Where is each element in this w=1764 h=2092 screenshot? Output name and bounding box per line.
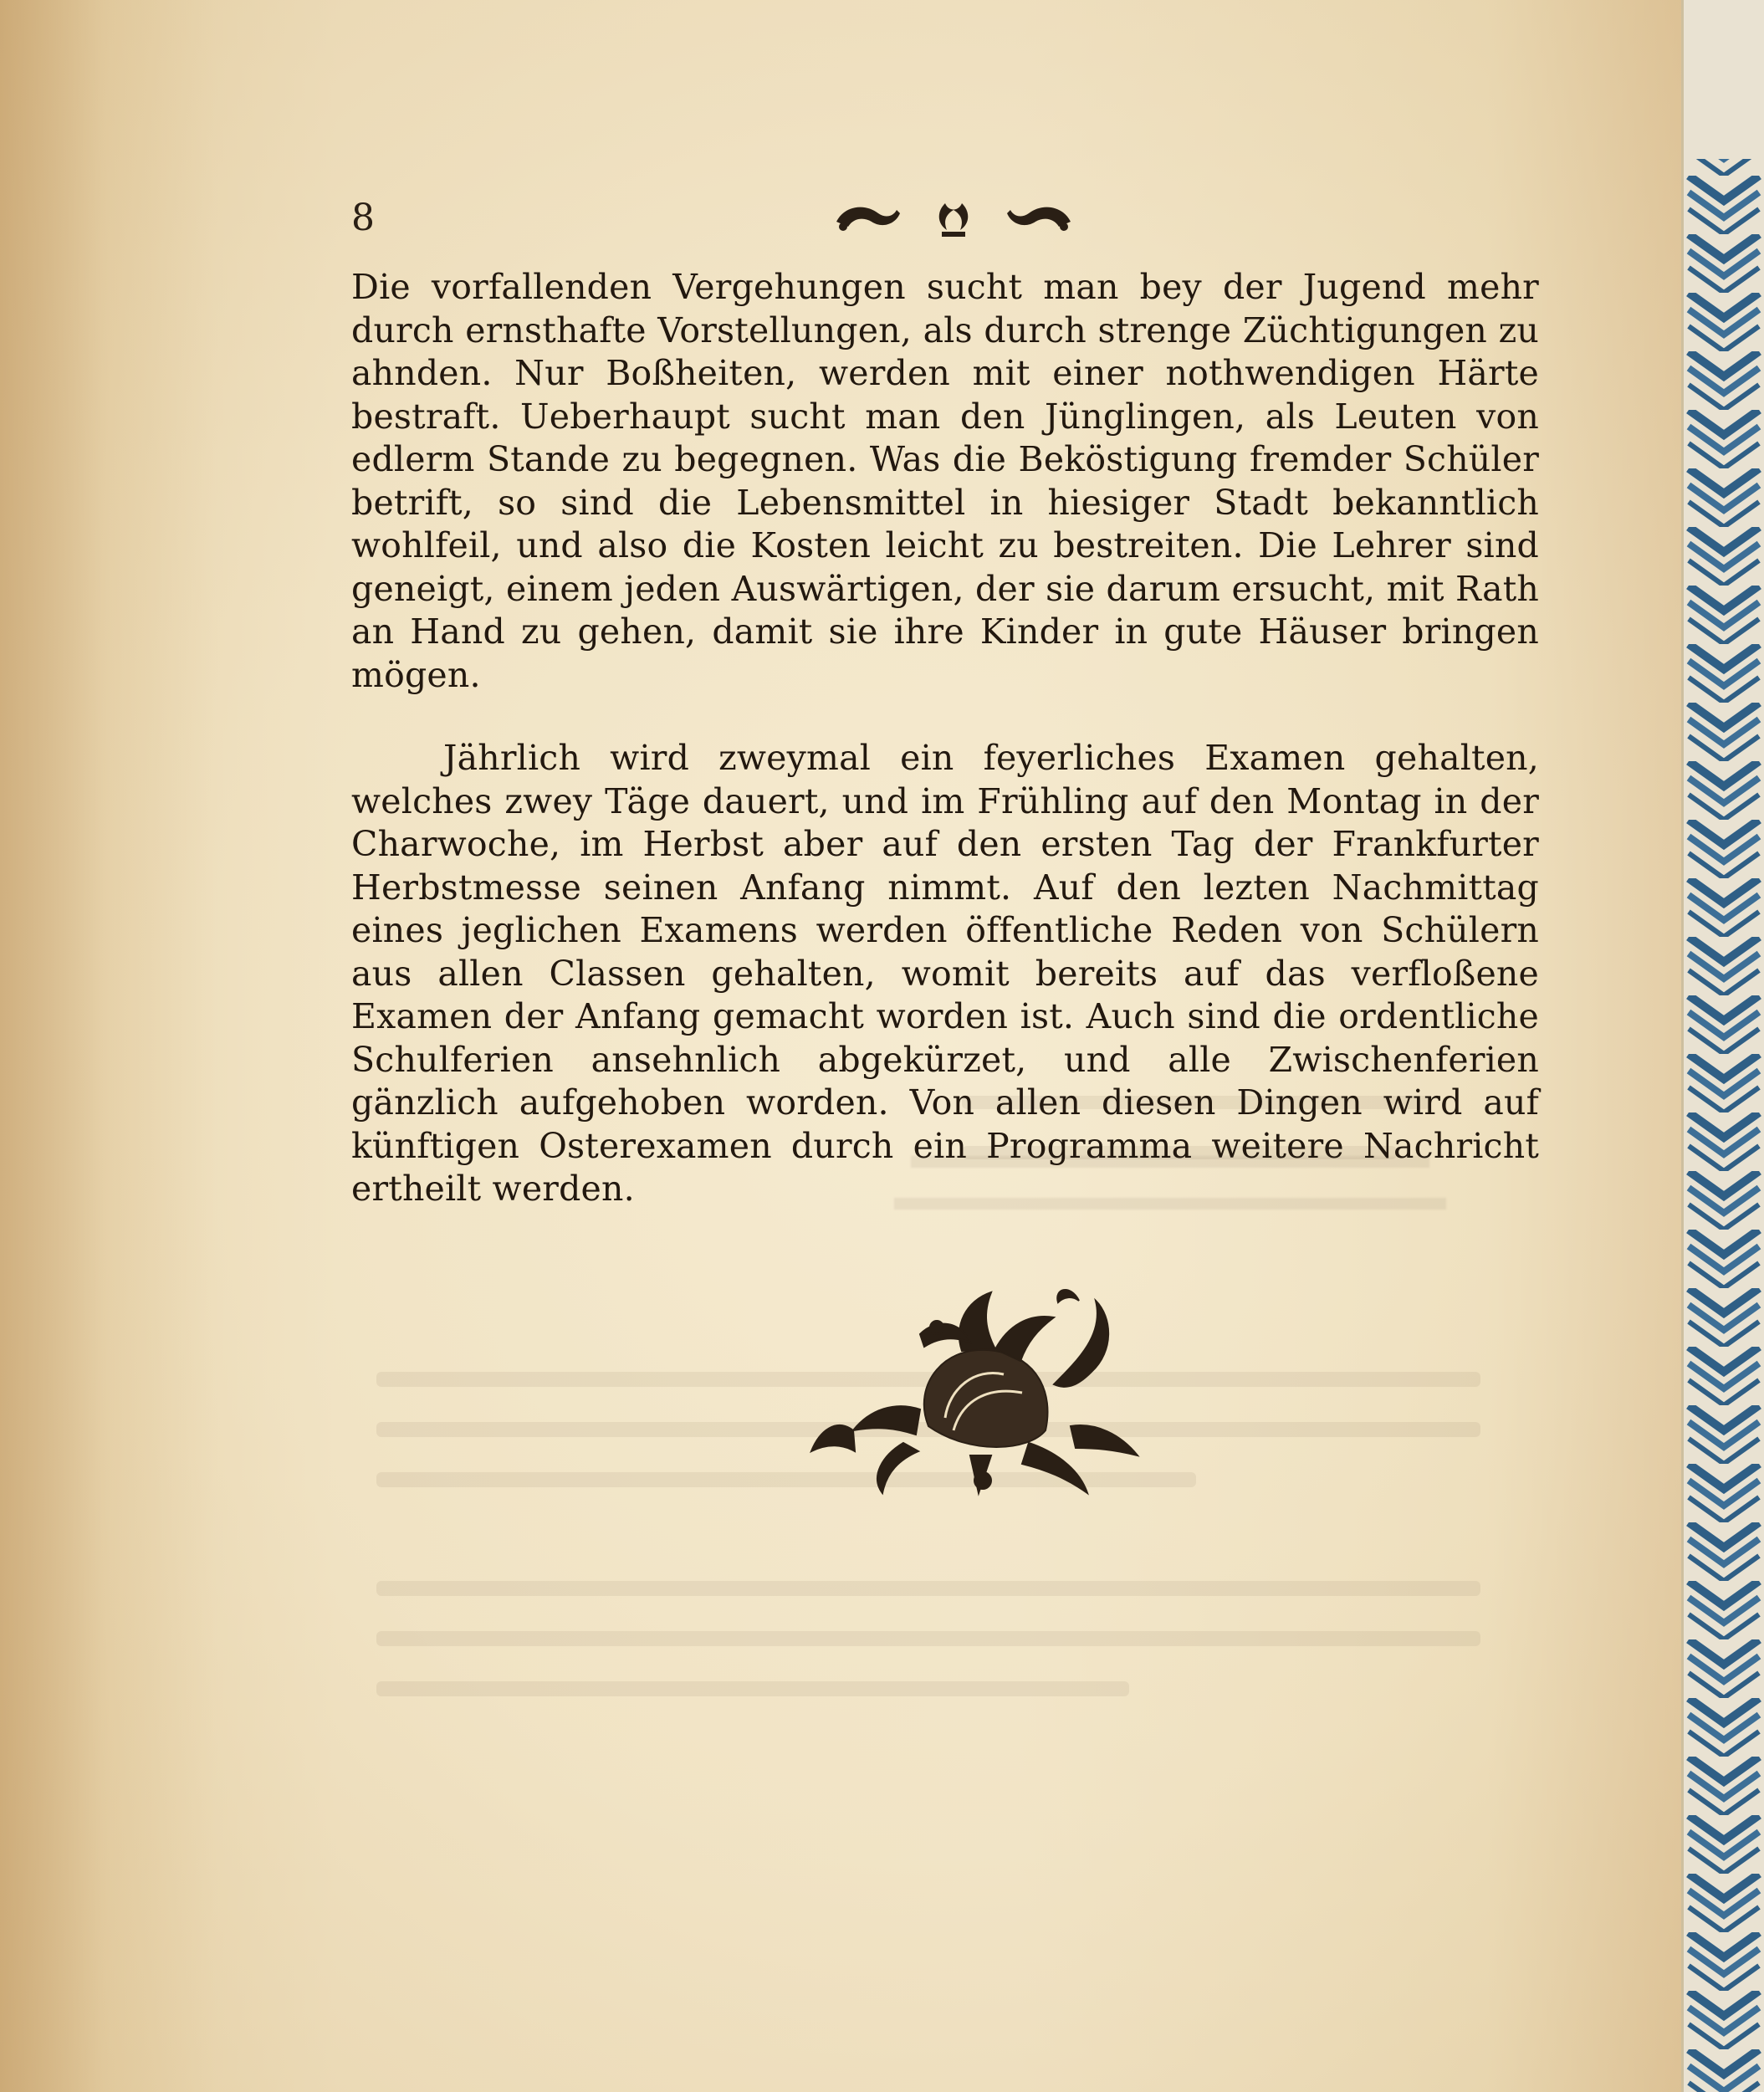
floral-vignette-icon bbox=[803, 1284, 1154, 1501]
paragraph-2: Jährlich wird zweymal ein feyerliches Examen gehalten, welches zwey Täge dauert, und im Frühling auf den Montag in der Charwoche, im Herbst aber auf den ersten Tag der Frankfurter Herbstmesse seinen Anfang nimmt. Auf den lezten Nachmittag eines jeglichen Examens werden öffentliche Reden von Schülern aus allen Classen gehalten, womit bereits auf das verfloßene Examen der Anfang gemacht worden ist. Auch sind die ordentliche Schulferien ansehnlich abgekürzet, und alle Zwischenferien gänzlich aufgehoben worden. Von allen diesen Dingen wird auf künftigen Osterexamen durch ein Programma weitere Nachricht ertheilt werden. bbox=[351, 738, 1539, 1209]
fleuron-ornament-icon bbox=[820, 188, 1087, 247]
blue-chevron-pattern-icon bbox=[1681, 0, 1764, 2092]
page-header bbox=[351, 188, 1547, 247]
page-number: 8 bbox=[351, 197, 375, 239]
paragraph-1: Die vorfallenden Vergehungen sucht man bey der Jugend mehr durch ernsthafte Vorstellungen, als durch strenge Züchtigungen zu ahnden. Nur Boßheiten, werden mit einer nothwendigen Härte bestraft. Ueberhaupt sucht man den Jünglingen, als Leuten von edlerm Stande zu begegnen. Was die Beköstigung fremder Schüler betrift, so sind die Lebensmittel in hiesiger Stadt bekanntlich wohlfeil, und also die Kosten leicht zu bestreiten. Die Lehrer sind geneigt, einem jeden Auswärtigen, der sie darum ersucht, mit Rath an Hand zu gehen, damit sie ihre Kinder in gute Häuser bringen mögen. bbox=[351, 267, 1539, 695]
body-text bbox=[351, 266, 1539, 1211]
edge-pattern bbox=[1684, 0, 1764, 2092]
